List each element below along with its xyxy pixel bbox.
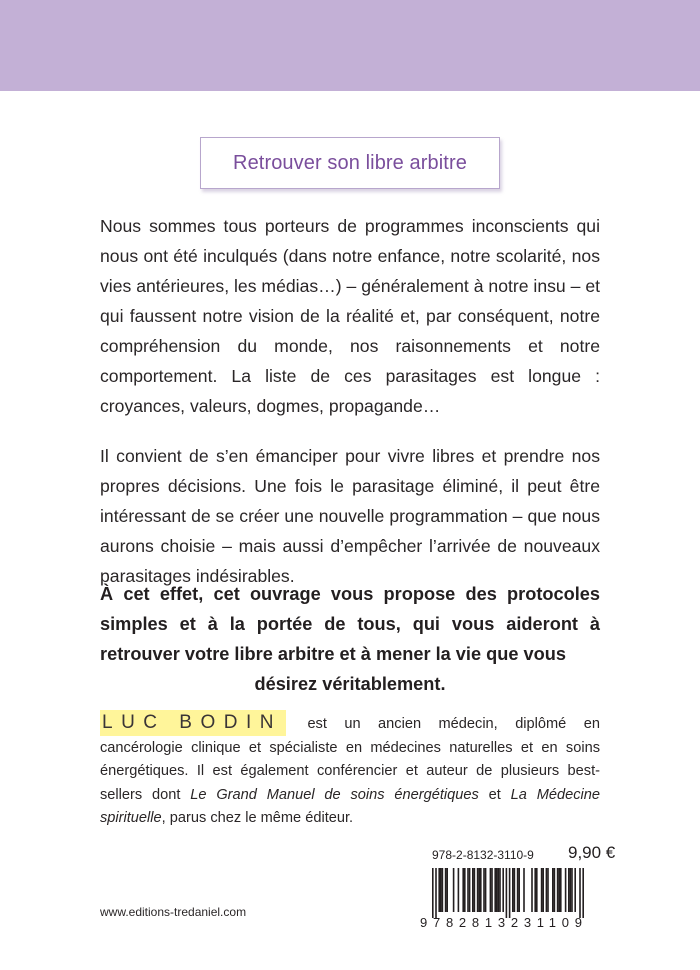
barcode-bar (469, 868, 471, 912)
barcode-bar (531, 868, 533, 912)
barcode-bar (523, 868, 525, 912)
author-bio-start: est un ancien médecin, diplômé en cancérologie clinique et spécialiste en médecines naturelles et en soins énergétiques. Il est également conférencier et auteur de plusieurs best-sellers dont (100, 716, 600, 803)
barcode-bar (518, 868, 520, 912)
barcode-bar (490, 868, 492, 912)
barcode-bar (446, 868, 448, 912)
barcode-bar (582, 868, 584, 918)
book-title-2: La Médecine spirituelle (100, 786, 600, 826)
paragraph-2: Il convient de s’en émanciper pour vivre libres et prendre nos propres décisions. Une fois le parasitage éliminé, il peut être intéressant de se créer une nouvelle programmation – que nous aurons choisie – mais aussi d’empêcher l’arrivée de nouveaux parasitages indésirables. (100, 446, 600, 586)
author-name: LUC BODIN (100, 710, 286, 736)
barcode-bar (560, 868, 562, 912)
barcode-bar (534, 868, 536, 912)
barcode-bar (440, 868, 442, 912)
bold-paragraph-main: À cet effet, cet ouvrage vous propose des protocoles simples et à la portée de tous, qui vous aideront à retrouver votre libre arbitre et à mener la vie que vous (100, 584, 600, 664)
barcode-bar (536, 868, 538, 912)
barcode-bar (462, 868, 464, 912)
barcode-bar (506, 868, 508, 918)
barcode-bar (552, 868, 554, 912)
barcode-bar (554, 868, 556, 912)
barcode-bar (512, 868, 514, 912)
barcode-bar (541, 868, 543, 912)
barcode-bar (571, 868, 573, 912)
barcode-bar (453, 868, 455, 912)
barcode-bar (480, 868, 482, 912)
barcode (420, 868, 590, 928)
barcode-bar (542, 868, 544, 912)
barcode-bar (432, 868, 434, 918)
barcode-bar (568, 868, 570, 912)
barcode-bar (498, 868, 500, 912)
barcode-bar (547, 868, 549, 912)
barcode-bar (579, 868, 581, 918)
barcode-bar (574, 868, 576, 912)
bold-paragraph (100, 579, 600, 699)
top-color-band (0, 0, 700, 91)
barcode-bar (514, 868, 516, 912)
barcode-bar (483, 868, 485, 912)
barcode-bar (478, 868, 480, 912)
title-box (200, 137, 500, 189)
paragraph-1: Nous sommes tous porteurs de programmes inconscients qui nous ont été inculqués (dans notre enfance, notre scolarité, nos vies antérieures, les médias…) – généralement à notre insu – et qui faussent notre vision de la réalité et, par conséquent, notre compréhension du monde, nos raisonnements et notre comportement. La liste de ces parasitages est longue : croyances, valeurs, dogmes, propagande… (100, 216, 600, 416)
barcode-bar (474, 868, 476, 912)
barcode-bar (442, 868, 444, 912)
author-bio (100, 710, 600, 831)
barcode-bar (494, 868, 496, 912)
book-title-1: Le Grand Manuel de soins énergétiques (190, 786, 479, 803)
barcode-bar (485, 868, 487, 912)
barcode-bar (435, 868, 437, 918)
barcode-bar (438, 868, 440, 912)
barcode-bar (458, 868, 460, 912)
author-bio-and: et (488, 786, 501, 803)
barcode-bar (502, 868, 504, 912)
barcode-bar (570, 868, 572, 912)
barcode-bar (509, 868, 511, 918)
price: 9,90 € (568, 843, 616, 862)
bold-paragraph-last-line: désirez véritablement. (254, 674, 446, 694)
isbn-label: 978-2-8132-3110-9 (432, 848, 534, 862)
barcode-bar (517, 868, 519, 912)
barcode-block (420, 843, 620, 928)
barcode-bar (467, 868, 469, 912)
author-bio-end: , parus chez le même éditeur. (161, 810, 354, 826)
barcode-bar (565, 868, 567, 912)
barcode-bar (546, 868, 548, 912)
barcode-bar (557, 868, 559, 912)
book-title: Retrouver son libre arbitre (233, 151, 467, 174)
barcode-bar (496, 868, 498, 912)
barcode-digits: 9782813231109 (420, 915, 582, 928)
barcode-bar (499, 868, 501, 912)
barcode-bar (472, 868, 474, 912)
website-url: www.editions-tredaniel.com (100, 905, 247, 919)
barcode-bar (558, 868, 560, 912)
barcode-bar (477, 868, 479, 912)
barcode-bar (445, 868, 447, 912)
barcode-bar (464, 868, 466, 912)
barcode-bar (491, 868, 493, 912)
